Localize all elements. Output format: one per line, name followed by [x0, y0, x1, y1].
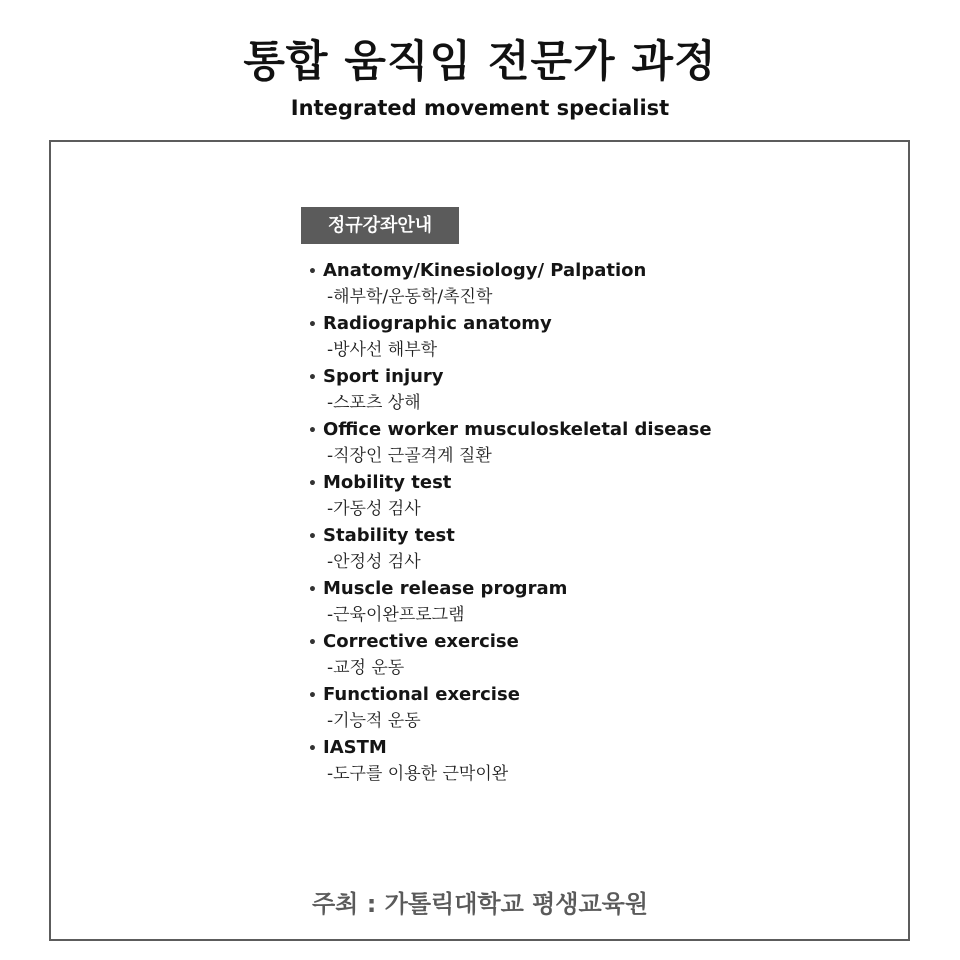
course-english-label: Mobility test	[323, 472, 452, 493]
course-english-name	[308, 257, 868, 284]
course-english-name	[308, 416, 868, 443]
course-item	[308, 628, 868, 681]
bullet-icon: •	[308, 423, 317, 439]
course-english-name	[308, 575, 868, 602]
course-english-name	[308, 469, 868, 496]
course-english-name	[308, 310, 868, 337]
bullet-icon: •	[308, 635, 317, 651]
course-item	[308, 257, 868, 310]
course-korean-name: -가동성 검사	[327, 499, 421, 519]
section-badge: 정규강좌안내	[301, 207, 459, 244]
course-item	[308, 575, 868, 628]
course-english-label: Office worker musculoskeletal disease	[323, 419, 712, 440]
bullet-icon: •	[308, 317, 317, 333]
course-korean-name: -방사선 해부학	[327, 340, 438, 360]
course-item	[308, 310, 868, 363]
course-item	[308, 469, 868, 522]
course-korean-name: -교정 운동	[327, 658, 405, 678]
course-english-label: Sport injury	[323, 366, 444, 387]
bullet-icon: •	[308, 582, 317, 598]
course-english-label: Corrective exercise	[323, 631, 519, 652]
bullet-icon: •	[308, 476, 317, 492]
course-item	[308, 416, 868, 469]
course-item	[308, 522, 868, 575]
course-item	[308, 363, 868, 416]
course-list	[308, 257, 868, 787]
course-english-name	[308, 522, 868, 549]
course-english-name	[308, 628, 868, 655]
course-korean-name: -스포츠 상해	[327, 393, 421, 413]
course-english-name	[308, 681, 868, 708]
course-item	[308, 681, 868, 734]
course-korean-name: -근육이완프로그램	[327, 605, 465, 625]
course-korean-name: -해부학/운동학/촉진학	[327, 287, 493, 307]
page-title: 통합 움직임 전문가 과정	[243, 37, 717, 87]
bullet-icon: •	[308, 741, 317, 757]
course-korean-name: -직장인 근골격계 질환	[327, 446, 492, 466]
course-english-label: Muscle release program	[323, 578, 568, 599]
course-english-label: Stability test	[323, 525, 455, 546]
course-english-label: Functional exercise	[323, 684, 520, 705]
bullet-icon: •	[308, 370, 317, 386]
course-english-name	[308, 363, 868, 390]
course-korean-name: -도구를 이용한 근막이완	[327, 764, 509, 784]
course-english-label: Anatomy/Kinesiology/ Palpation	[323, 260, 647, 281]
course-english-label: Radiographic anatomy	[323, 313, 552, 334]
organizer-footer: 주최 : 가톨릭대학교 평생교육원	[311, 890, 649, 918]
course-english-name	[308, 734, 868, 761]
bullet-icon: •	[308, 264, 317, 280]
course-korean-name: -안정성 검사	[327, 552, 421, 572]
page-subtitle: Integrated movement specialist	[290, 96, 670, 120]
course-english-label: IASTM	[323, 737, 387, 758]
bullet-icon: •	[308, 688, 317, 704]
bullet-icon: •	[308, 529, 317, 545]
course-item	[308, 734, 868, 787]
course-korean-name: -기능적 운동	[327, 711, 421, 731]
